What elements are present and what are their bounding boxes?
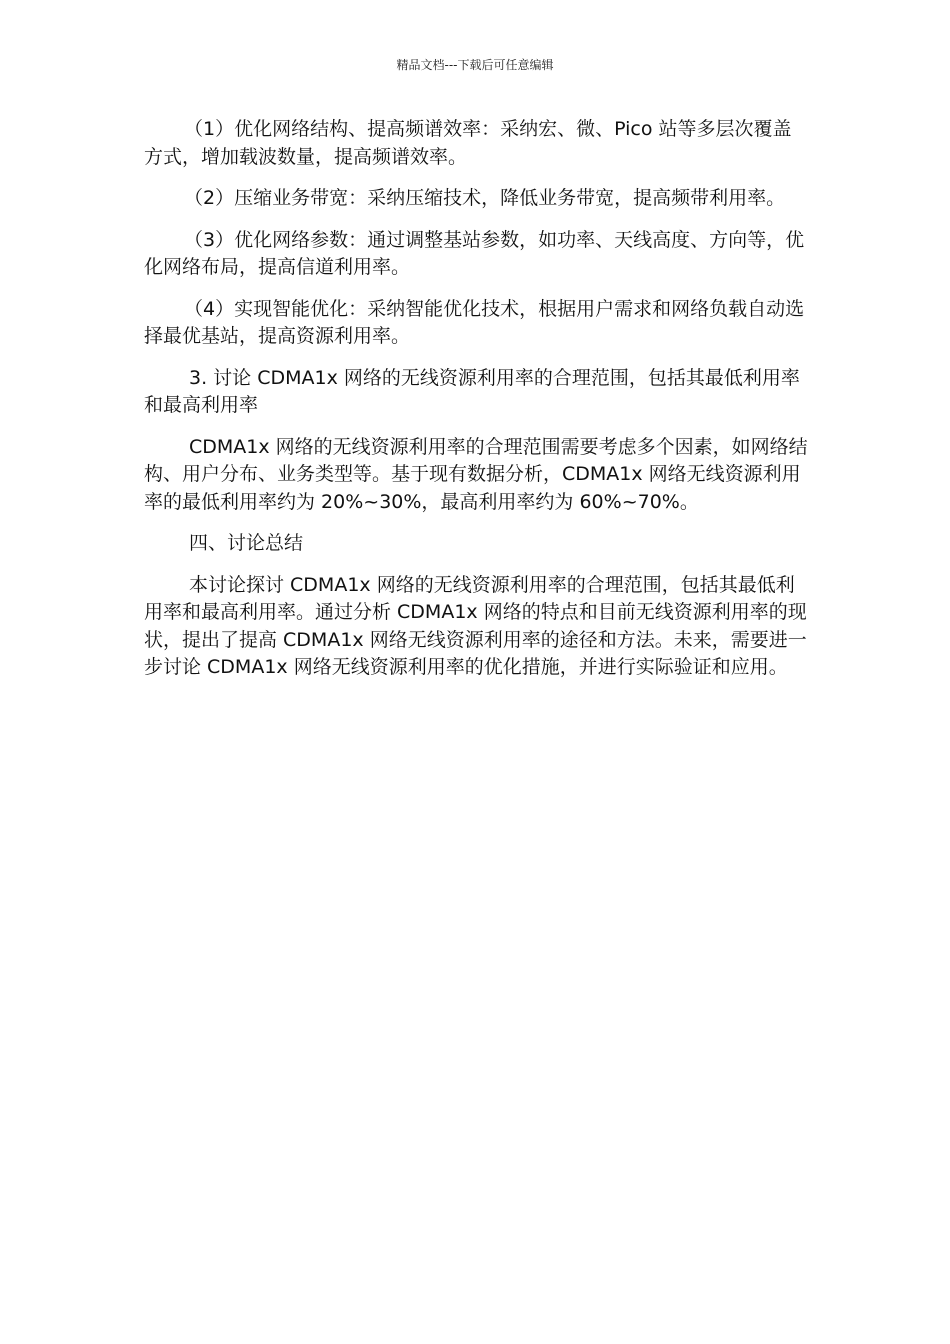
paragraph-summary: 本讨论探讨 CDMA1x 网络的无线资源利用率的合理范围，包括其最低利用率和最高利用率。通过分析 CDMA1x 网络的特点和目前无线资源利用率的现状，提出了提高 CDMA1x 网络无线资源利用率的途径和方法。未来，需要进一步讨论 CDMA1x 网络无线资源利用率的优化措施，并进行实际验证和应用。 <box>144 573 807 678</box>
paragraph-measure-3: （3）优化网络参数：通过调整基站参数，如功率、天线高度、方向等，优化网络布局，提高信道利用率。 <box>144 228 805 278</box>
section-heading-summary: 四、讨论总结 <box>189 532 304 554</box>
page-header: 精品文档---下载后可任意编辑 <box>396 58 554 72</box>
paragraph-measure-1: （1）优化网络结构、提高频谱效率：采纳宏、微、Pico 站等多层次覆盖方式，增加载波数量，提高频谱效率。 <box>144 118 792 168</box>
paragraph-measure-4: （4）实现智能优化：采纳智能优化技术，根据用户需求和网络负载自动选择最优基站，提高资源利用率。 <box>144 297 805 347</box>
document-body <box>144 116 808 696</box>
paragraph-measure-2: （2）压缩业务带宽：采纳压缩技术，降低业务带宽，提高频带利用率。 <box>184 187 786 209</box>
paragraph-utilization-range: CDMA1x 网络的无线资源利用率的合理范围需要考虑多个因素，如网络结构、用户分布、业务类型等。基于现有数据分析，CDMA1x 网络无线资源利用率的最低利用率约为 20%~30%，最高利用率约为 60%~70%。 <box>144 435 808 513</box>
section-heading-3: 3. 讨论 CDMA1x 网络的无线资源利用率的合理范围，包括其最低利用率和最高利用率 <box>144 366 800 416</box>
